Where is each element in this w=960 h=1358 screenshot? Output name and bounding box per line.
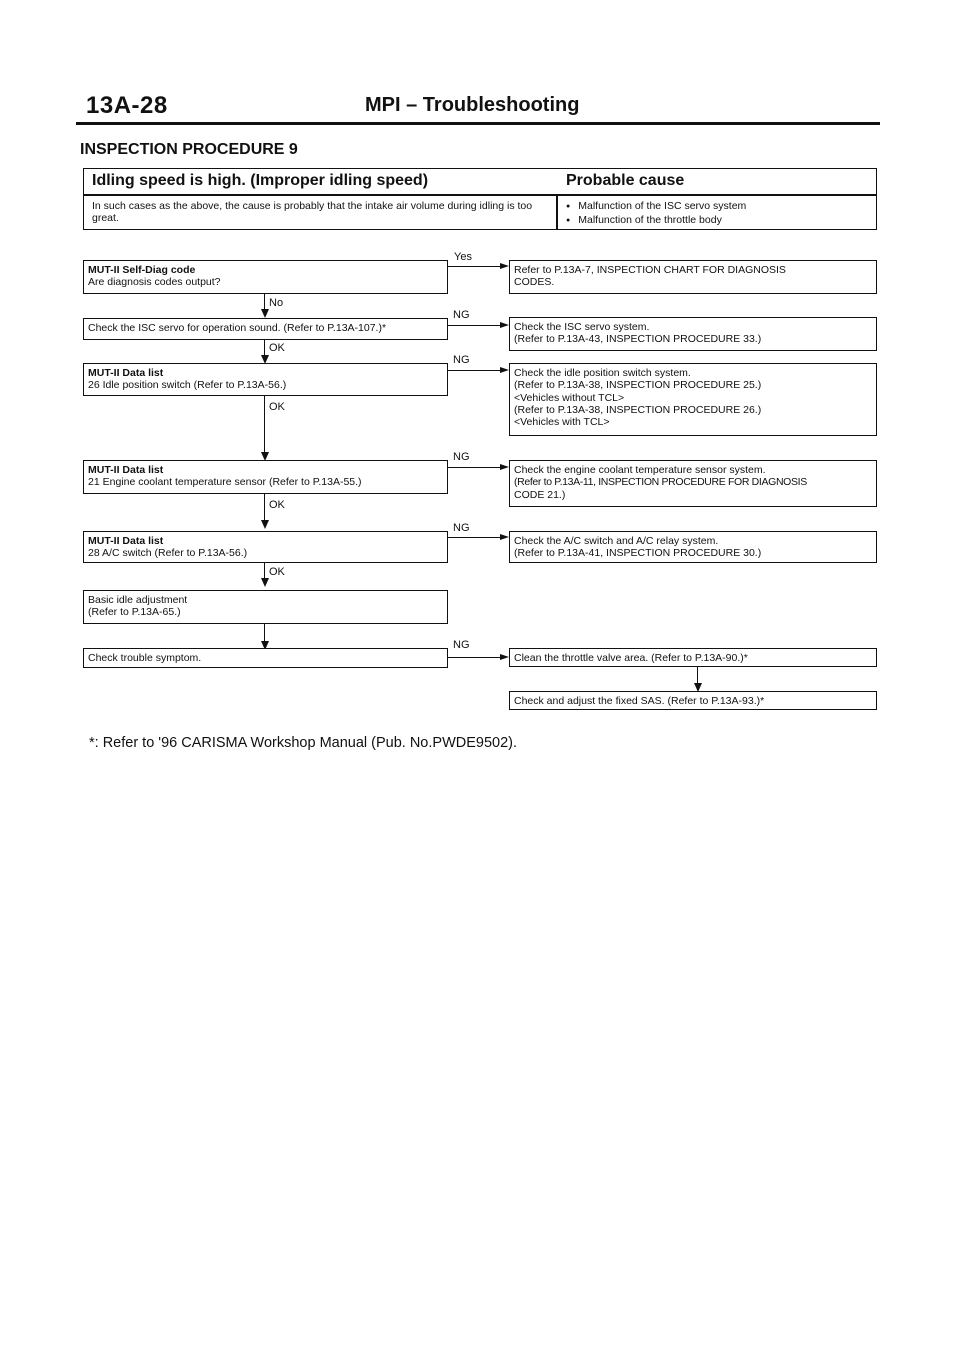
step-self-diag-code xyxy=(83,260,448,294)
step-text: Basic idle adjustment xyxy=(88,594,188,606)
arrow-right-icon xyxy=(500,322,509,328)
branch-ng-label: NG xyxy=(453,639,470,651)
result-line: Check the ISC servo system. xyxy=(514,321,650,333)
result-line: (Refer to P.13A-38, INSPECTION PROCEDURE 26.) xyxy=(514,403,762,416)
arrow-right-icon xyxy=(500,534,509,540)
result-line: CODES. xyxy=(514,276,555,289)
step-title: MUT-II Data list xyxy=(88,367,164,379)
cause-item: ● Malfunction of the ISC servo system xyxy=(566,200,746,214)
connector-line xyxy=(697,667,698,684)
step-text: Check trouble symptom. xyxy=(88,652,202,664)
step-text: Are diagnosis codes output? xyxy=(88,276,221,289)
step-isc-servo-sound xyxy=(83,318,448,340)
step-text: 28 A/C switch (Refer to P.13A-56.) xyxy=(88,547,248,560)
step-title: MUT-II Data list xyxy=(88,535,164,547)
symptom-heading: Idling speed is high. (Improper idling speed) xyxy=(92,172,429,189)
result-line: (Refer to P.13A-11, INSPECTION PROCEDURE FOR DIAGNOSIS xyxy=(514,476,807,489)
connector-line xyxy=(448,266,501,267)
branch-ok-label: OK xyxy=(269,499,285,511)
step-basic-idle-adjustment xyxy=(83,590,448,624)
result-clean-throttle-valve xyxy=(509,648,877,667)
step-title: MUT-II Data list xyxy=(88,464,164,476)
result-line: Refer to P.13A-7, INSPECTION CHART FOR DIAGNOSIS xyxy=(514,264,786,276)
result-line: (Refer to P.13A-43, INSPECTION PROCEDURE 33.) xyxy=(514,333,762,346)
branch-ng-label: NG xyxy=(453,354,470,366)
connector-line xyxy=(448,467,501,468)
probable-cause-list xyxy=(566,200,746,228)
page-number: 13A-28 xyxy=(86,92,168,119)
result-isc-servo-system xyxy=(509,317,877,351)
arrow-right-icon xyxy=(500,654,509,660)
connector-line xyxy=(264,294,265,310)
result-line: Clean the throttle valve area. (Refer to P.13A-90.)* xyxy=(514,652,748,664)
step-check-trouble-symptom xyxy=(83,648,448,668)
result-line: <Vehicles without TCL> xyxy=(514,391,625,404)
result-line: Check the A/C switch and A/C relay system. xyxy=(514,535,719,547)
result-ac-relay-system xyxy=(509,531,877,563)
connector-line xyxy=(448,325,501,326)
footnote: *: Refer to '96 CARISMA Workshop Manual (Pub. No.PWDE9502). xyxy=(89,735,518,751)
step-text: Check the ISC servo for operation sound. (Refer to P.13A-107.)* xyxy=(88,322,387,334)
branch-ok-label: OK xyxy=(269,401,285,413)
result-coolant-temp-sensor-system xyxy=(509,460,877,507)
symptom-description: In such cases as the above, the cause is probably that the intake air volume during idling is too great. xyxy=(92,200,533,224)
table-divider xyxy=(84,194,876,196)
result-line: Check and adjust the fixed SAS. (Refer to P.13A-93.)* xyxy=(514,695,765,707)
cause-item: ● Malfunction of the throttle body xyxy=(566,214,746,228)
result-line: <Vehicles with TCL> xyxy=(514,416,610,429)
branch-yes-label: Yes xyxy=(454,251,472,263)
arrow-right-icon xyxy=(500,263,509,269)
connector-line xyxy=(264,396,265,453)
step-ac-switch xyxy=(83,531,448,563)
branch-no-label: No xyxy=(269,297,284,309)
step-text: 21 Engine coolant temperature sensor (Refer to P.13A-55.) xyxy=(88,476,362,489)
arrow-down-icon xyxy=(261,520,269,529)
connector-line xyxy=(264,624,265,642)
step-title: MUT-II Self-Diag code xyxy=(88,264,196,276)
result-adjust-fixed-sas xyxy=(509,691,877,710)
arrow-down-icon xyxy=(261,578,269,587)
section-title: MPI – Troubleshooting xyxy=(365,94,580,116)
connector-line xyxy=(448,537,501,538)
step-coolant-temp-sensor xyxy=(83,460,448,494)
connector-line xyxy=(264,494,265,521)
procedure-title: INSPECTION PROCEDURE 9 xyxy=(80,141,298,158)
arrow-right-icon xyxy=(500,464,509,470)
result-line: Check the idle position switch system. xyxy=(514,367,691,379)
result-idle-position-switch-system xyxy=(509,363,877,436)
header-rule xyxy=(76,122,880,125)
branch-ng-label: NG xyxy=(453,451,470,463)
result-line: CODE 21.) xyxy=(514,488,566,501)
branch-ng-label: NG xyxy=(453,309,470,321)
arrow-right-icon xyxy=(500,367,509,373)
table-column-divider xyxy=(556,194,558,229)
symptom-table xyxy=(83,168,877,230)
branch-ng-label: NG xyxy=(453,522,470,534)
connector-line xyxy=(264,340,265,356)
connector-line xyxy=(448,370,501,371)
probable-cause-heading: Probable cause xyxy=(566,172,685,189)
connector-line xyxy=(264,563,265,579)
step-text: (Refer to P.13A-65.) xyxy=(88,606,181,619)
step-idle-position-switch xyxy=(83,363,448,396)
connector-line xyxy=(448,657,501,658)
result-line: Check the engine coolant temperature sensor system. xyxy=(514,464,766,476)
branch-ok-label: OK xyxy=(269,342,285,354)
step-text: 26 Idle position switch (Refer to P.13A-56.) xyxy=(88,379,287,392)
result-line: (Refer to P.13A-41, INSPECTION PROCEDURE 30.) xyxy=(514,547,762,560)
arrow-down-icon xyxy=(261,309,269,318)
result-line: (Refer to P.13A-38, INSPECTION PROCEDURE 25.) xyxy=(514,379,762,392)
result-diagnosis-codes xyxy=(509,260,877,294)
branch-ok-label: OK xyxy=(269,566,285,578)
